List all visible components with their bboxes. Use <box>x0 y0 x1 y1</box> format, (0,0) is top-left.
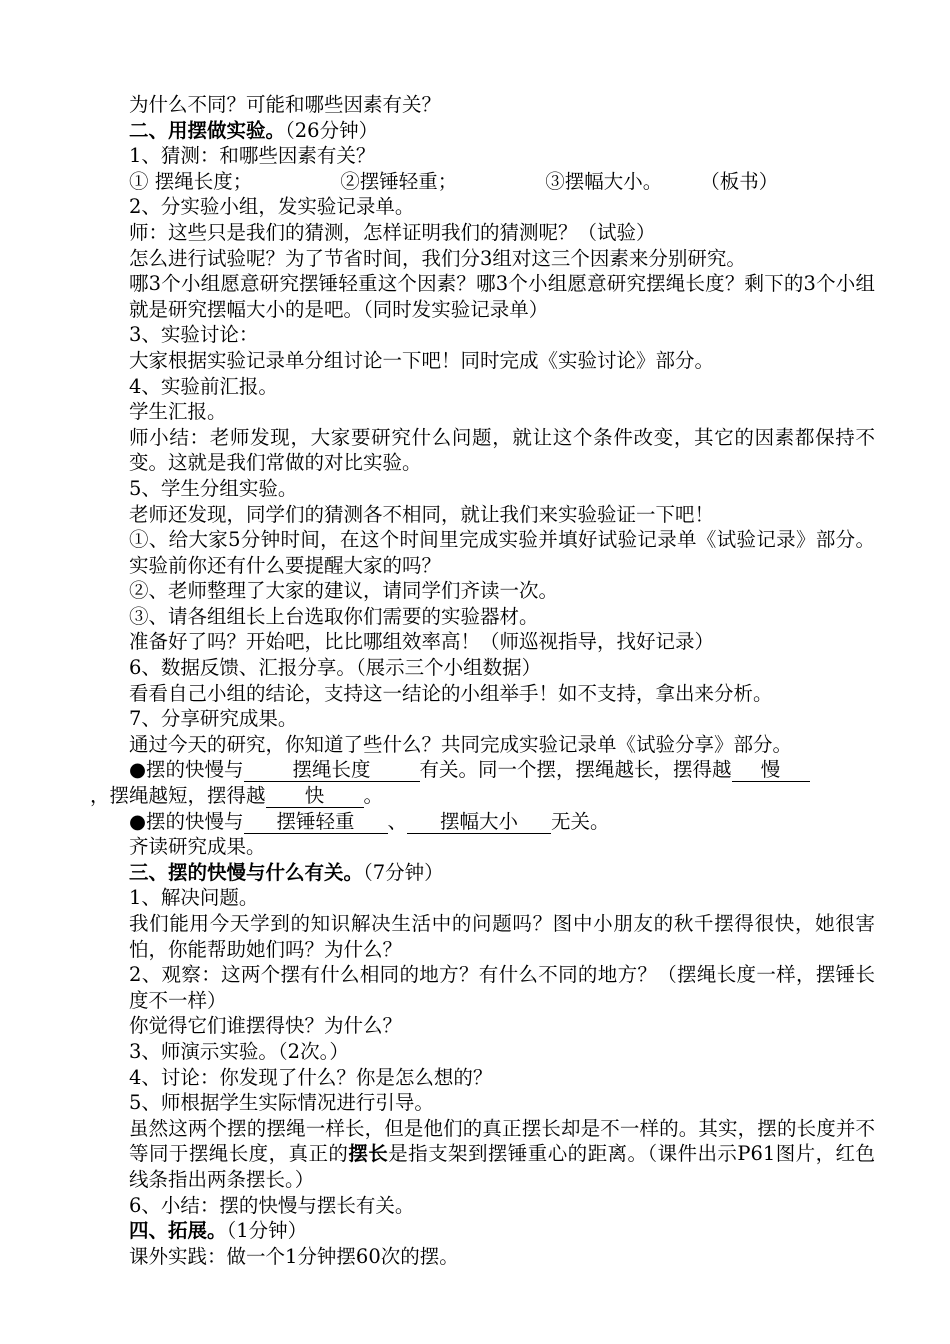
text-line: 看看自己小组的结论，支持这一结论的小组举手！如不支持，拿出来分析。 <box>129 681 773 705</box>
text-line: 5、学生分组实验。 <box>129 476 298 500</box>
fill-blank-answer: 摆幅大小 <box>407 810 551 834</box>
fill-text: ●摆的快慢与 <box>129 809 244 833</box>
text-paragraph <box>90 1116 875 1193</box>
section-heading <box>90 118 875 144</box>
fill-blank-answer: 摆绳长度 <box>244 758 420 782</box>
text-line: 老师还发现，同学们的猜测各不相同，就让我们来实验验证一下吧！ <box>129 502 715 526</box>
section-heading <box>90 860 875 886</box>
paragraph-text: 是指支架到摆锤重心的距离。（课件出示P61图片，红色线条指出两条摆长。） <box>129 1142 875 1191</box>
text-line: 课外实践：做一个1分钟摆60次的摆。 <box>129 1244 459 1268</box>
text-line: 准备好了吗？开始吧，比比哪组效率高！（师巡视指导，找好记录） <box>129 630 715 654</box>
text-line: 2、分实验小组，发实验记录单。 <box>129 195 415 219</box>
text-line: 6、小结：摆的快慢与摆长有关。 <box>129 1193 415 1217</box>
text-line: 6、数据反馈、汇报分享。（展示三个小组数据） <box>129 656 542 680</box>
text-paragraph: 师小结：老师发现，大家要研究什么问题，就让这个条件改变，其它的因素都保持不变。这就是我们常做的对比实验。 <box>129 425 875 475</box>
section-time: （1分钟） <box>226 1219 308 1243</box>
text-line: 4、讨论：你发现了什么？你是怎么想的？ <box>129 1065 493 1089</box>
text-line: 3、实验讨论： <box>129 323 259 347</box>
lesson-document <box>90 92 875 1269</box>
guess-item: ① 摆绳长度； <box>129 169 253 193</box>
guess-item: ③摆幅大小。 <box>545 169 663 193</box>
fill-text: 、 <box>387 809 408 833</box>
paragraph-text: 虽然这两个摆的摆绳一样长，但是他们的真正摆长却是不一样的。其实，摆的长度并不等同于摆绳长度，真正的 <box>129 1116 875 1166</box>
fill-blank-answer: 摆锤轻重 <box>244 810 388 834</box>
fill-text: ，摆绳越短，摆得越 <box>90 784 266 808</box>
text-line: 齐读研究成果。 <box>129 835 266 859</box>
section-title: 三、摆的快慢与什么有关。 <box>129 860 364 884</box>
text-paragraph: 我们能用今天学到的知识解决生活中的问题吗？图中小朋友的秋千摆得很快，她很害怕，你能帮助她们吗？为什么？ <box>129 912 875 961</box>
section-time: （7分钟） <box>363 860 444 884</box>
text-line: ②、老师整理了大家的建议，请同学们齐读一次。 <box>129 579 559 603</box>
section-heading <box>90 1218 875 1244</box>
fill-blank-answer: 快 <box>266 784 364 808</box>
text-line: 通过今天的研究，你知道了些什么？共同完成实验记录单《试验分享》部分。 <box>129 732 793 756</box>
text-line: 5、师根据学生实际情况进行引导。 <box>129 1091 434 1115</box>
text-paragraph: ①、给大家5分钟时间，在这个时间里完成实验并填好试验记录单《试验记录》部分。实验前你还有什么要提醒大家的吗？ <box>129 528 875 577</box>
text-line: 你觉得它们谁摆得快？为什么？ <box>129 1014 403 1038</box>
text-line: 学生汇报。 <box>129 400 227 424</box>
text-line: 怎么进行试验呢？为了节省时间，我们分3组对这三个因素来分别研究。 <box>129 246 746 270</box>
guess-item: ②摆锤轻重； <box>340 169 458 193</box>
text-line: 3、师演示实验。（2次。） <box>129 1039 349 1063</box>
text-line: 1、猜测：和哪些因素有关？ <box>129 144 376 168</box>
section-title: 二、用摆做实验。 <box>129 118 286 142</box>
text-line: 4、实验前汇报。 <box>129 374 278 398</box>
guess-list <box>90 169 875 195</box>
term-highlight: 摆长 <box>348 1142 389 1166</box>
fill-text: ●摆的快慢与 <box>129 758 244 782</box>
text-line: 为什么不同？可能和哪些因素有关？ <box>129 93 442 116</box>
section-time: （26分钟） <box>285 118 379 142</box>
fill-text: 。 <box>363 784 384 808</box>
fill-text: 无关。 <box>551 809 610 833</box>
fill-in-conclusion <box>90 757 875 783</box>
text-paragraph: 哪3个小组愿意研究摆锤轻重这个因素？哪3个小组愿意研究摆绳长度？剩下的3个小组就是研究摆幅大小的是吧。（同时发实验记录单） <box>129 272 875 321</box>
guess-note: （板书） <box>700 169 779 193</box>
fill-in-conclusion-cont <box>90 783 875 809</box>
text-line: 师：这些只是我们的猜测，怎样证明我们的猜测呢？（试验） <box>129 220 656 244</box>
text-line: ③、请各组组长上台选取你们需要的实验器材。 <box>129 604 539 628</box>
fill-in-conclusion <box>90 809 875 835</box>
fill-blank-answer: 慢 <box>732 758 810 782</box>
text-paragraph: 2、观察：这两个摆有什么相同的地方？有什么不同的地方？（摆绳长度一样，摆锤长度不一样） <box>129 963 875 1012</box>
text-line: 1、解决问题。 <box>129 886 259 910</box>
section-title: 四、拓展。 <box>129 1219 227 1243</box>
text-line: 大家根据实验记录单分组讨论一下吧！同时完成《实验讨论》部分。 <box>129 348 715 372</box>
fill-text: 有关。同一个摆，摆绳越长，摆得越 <box>419 758 732 782</box>
text-line: 7、分享研究成果。 <box>129 707 298 731</box>
